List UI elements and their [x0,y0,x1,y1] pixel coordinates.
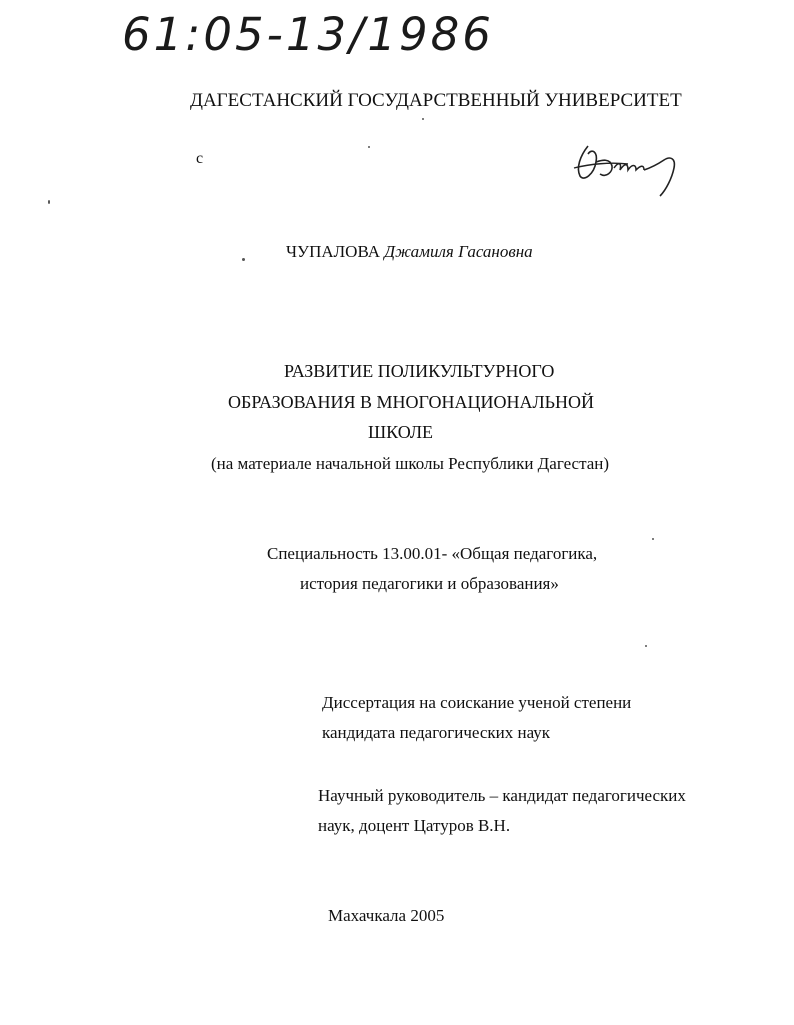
author-surname: ЧУПАЛОВА [286,242,380,261]
dissertation-line-2: кандидата педагогических наук [322,723,551,742]
author-name [286,242,533,262]
scan-speck [48,200,50,204]
scan-speck [652,538,654,540]
title-subtitle: (на материале начальной школы Республики Дагестан) [211,454,610,473]
signature-icon [570,138,690,200]
dissertation-line-1: Диссертация на соискание ученой степени [322,693,632,712]
city-and-year: Махачкала 2005 [328,906,445,925]
archive-code-handwritten: 61:05-13/1986 [122,8,494,61]
scan-speck [645,645,647,647]
author-given-names: Джамиля Гасановна [384,242,533,261]
title-line-3: ШКОЛЕ [368,422,434,442]
specialty-line-2: история педагогики и образования» [300,574,559,593]
classification-marker: с [196,150,204,167]
supervisor-line-1: Научный руководитель – кандидат педагогических [318,786,686,805]
scan-speck [368,146,370,148]
handwritten-signature [570,138,690,205]
supervisor-line-2: наук, доцент Цатуров В.Н. [318,816,511,835]
title-line-2: ОБРАЗОВАНИЯ В МНОГОНАЦИОНАЛЬНОЙ [228,392,594,412]
specialty-line-1: Специальность 13.00.01- «Общая педагогика, [267,544,598,563]
scan-speck [422,118,424,120]
title-line-1: РАЗВИТИЕ ПОЛИКУЛЬТУРНОГО [284,361,555,381]
university-name: ДАГЕСТАНСКИЙ ГОСУДАРСТВЕННЫЙ УНИВЕРСИТЕТ [190,90,682,111]
scan-speck [242,258,245,261]
